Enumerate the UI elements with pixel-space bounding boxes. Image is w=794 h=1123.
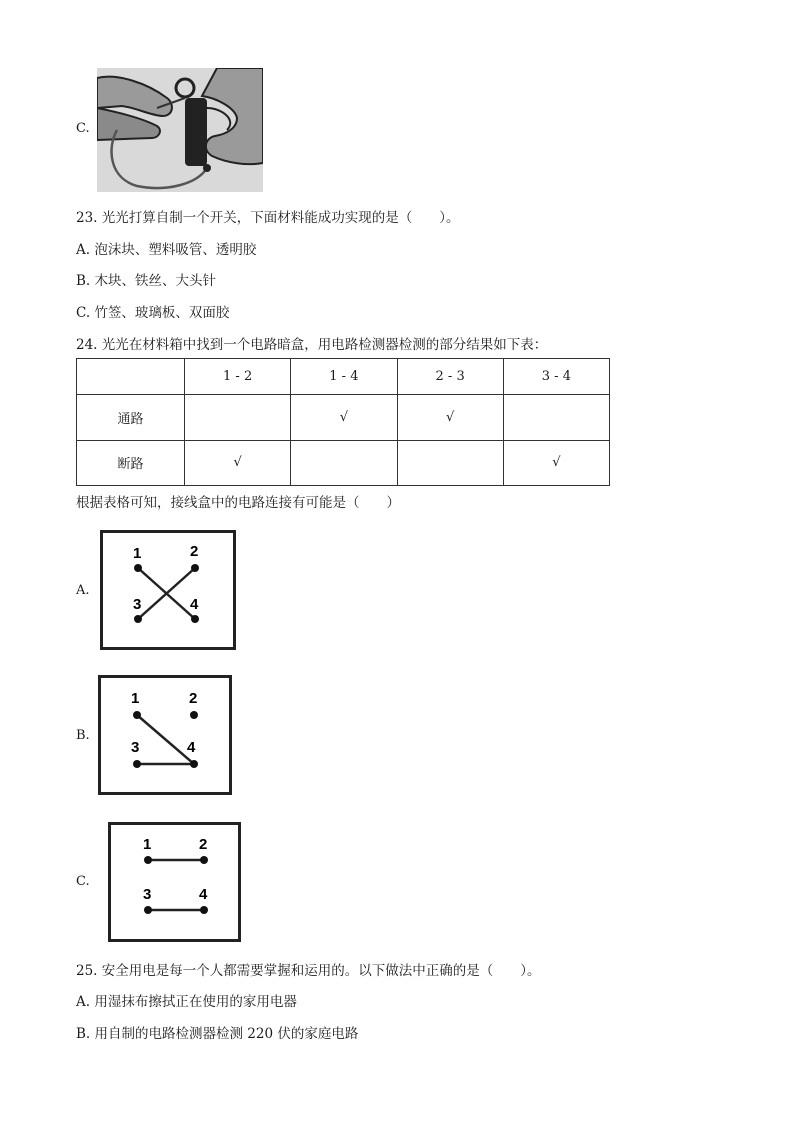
row-label: 通路 bbox=[77, 395, 185, 440]
wiring-box-a bbox=[100, 530, 236, 650]
q23-stem: 23. 光光打算自制一个开关，下面材料能成功实现的是（ ）。 bbox=[76, 210, 460, 226]
terminal-label-3: 3 bbox=[143, 886, 152, 903]
terminal-label-1: 1 bbox=[131, 690, 140, 707]
terminal-label-3: 3 bbox=[131, 739, 140, 756]
table-cell bbox=[397, 440, 503, 485]
q25-option-b: B. 用自制的电路检测器检测 220 伏的家庭电路 bbox=[76, 1026, 359, 1042]
terminal-label-1: 1 bbox=[143, 836, 152, 853]
terminal-2 bbox=[191, 564, 199, 572]
table-cell: √ bbox=[185, 440, 291, 485]
terminal-1 bbox=[133, 711, 141, 719]
terminal-4 bbox=[191, 615, 199, 623]
q24-option-b-label: B. bbox=[76, 728, 90, 743]
table-row bbox=[77, 395, 610, 440]
q24-option-c-label: C. bbox=[76, 874, 90, 889]
terminal-2 bbox=[200, 856, 208, 864]
table-header-cell bbox=[77, 359, 185, 395]
wiring-box-c bbox=[108, 822, 242, 943]
table-cell bbox=[503, 395, 609, 440]
table-header-cell: 2 - 3 bbox=[397, 359, 503, 395]
terminal-4 bbox=[190, 760, 198, 768]
q24-stem: 24. 光光在材料箱中找到一个电路暗盒，用电路检测器检测的部分结果如下表： bbox=[76, 337, 548, 353]
terminal-label-2: 2 bbox=[199, 836, 208, 853]
circuit-tester-photo bbox=[97, 68, 263, 192]
q23-option-a: A. 泡沫块、塑料吸管、透明胶 bbox=[76, 242, 257, 258]
table-header-cell: 1 - 2 bbox=[185, 359, 291, 395]
table-header-cell: 3 - 4 bbox=[503, 359, 609, 395]
terminal-3 bbox=[133, 760, 141, 768]
circuit-test-table bbox=[76, 358, 610, 486]
table-row bbox=[77, 440, 610, 485]
terminal-3 bbox=[144, 906, 152, 914]
terminal-label-2: 2 bbox=[190, 543, 199, 560]
terminal-4 bbox=[200, 906, 208, 914]
q25-option-a: A. 用湿抹布擦拭正在使用的家用电器 bbox=[76, 994, 297, 1010]
terminal-label-2: 2 bbox=[189, 690, 198, 707]
table-cell: √ bbox=[291, 395, 397, 440]
terminal-1 bbox=[134, 564, 142, 572]
table-header-cell: 1 - 4 bbox=[291, 359, 397, 395]
q22-option-c-label: C. bbox=[76, 121, 90, 136]
row-label: 断路 bbox=[77, 440, 185, 485]
table-cell bbox=[185, 395, 291, 440]
q24-option-a-label: A. bbox=[76, 583, 90, 598]
wiring-box-b bbox=[98, 675, 234, 797]
terminal-label-4: 4 bbox=[190, 596, 199, 613]
q23-option-b: B. 木块、铁丝、大头针 bbox=[76, 273, 217, 289]
terminal-label-3: 3 bbox=[133, 596, 142, 613]
terminal-1 bbox=[144, 856, 152, 864]
terminal-label-4: 4 bbox=[187, 739, 196, 756]
terminal-label-1: 1 bbox=[133, 545, 142, 562]
q25-stem: 25. 安全用电是每一个人都需要掌握和运用的。以下做法中正确的是（ ）。 bbox=[76, 963, 541, 979]
table-header-row bbox=[77, 359, 610, 395]
table-cell: √ bbox=[503, 440, 609, 485]
q24-followup: 根据表格可知，接线盒中的电路连接有可能是（ ） bbox=[76, 495, 400, 511]
q23-option-c: C. 竹签、玻璃板、双面胶 bbox=[76, 305, 230, 321]
table-cell bbox=[291, 440, 397, 485]
table-cell: √ bbox=[397, 395, 503, 440]
terminal-3 bbox=[134, 615, 142, 623]
terminal-2 bbox=[190, 711, 198, 719]
terminal-label-4: 4 bbox=[199, 886, 208, 903]
